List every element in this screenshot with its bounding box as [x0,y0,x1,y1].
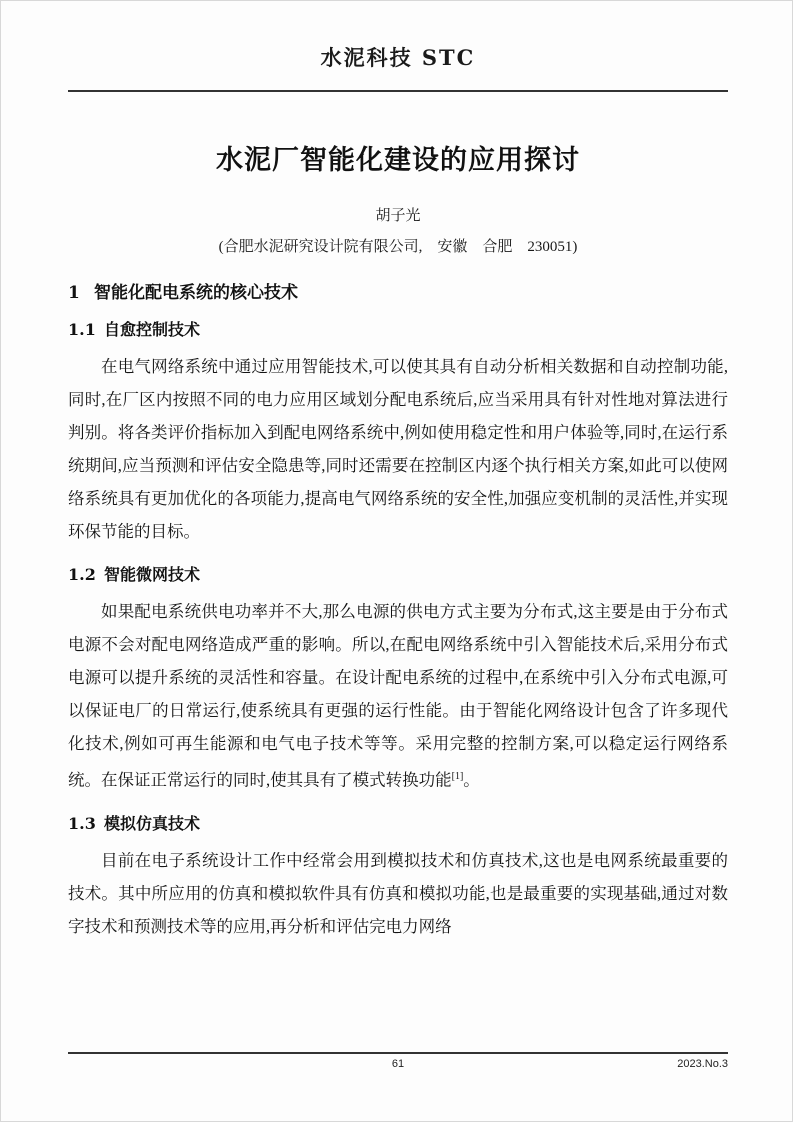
paragraph-1-2-tail: 。 [463,770,480,790]
subsection-heading-1-1 [68,317,728,340]
author-affiliation: (合肥水泥研究设计院有限公司, 安徽 合肥 230051) [218,239,578,255]
section-number-1: 1 [68,283,80,303]
subsection-heading-1-3 [68,811,728,834]
running-header [68,0,728,72]
subsection-title-1-2: 智能微网技术 [104,565,201,584]
page-title: 水泥厂智能化建设的应用探讨 [216,145,580,176]
paragraph-1-1: 在电气网络系统中通过应用智能技术,可以使其具有自动分析相关数据和自动控制功能,同时,在厂区内按照不同的电力应用区域划分配电系统后,应当采用具有针对性地对算法进行判别。将各类评价指标加入到配电网络系统中,例如使用稳定性和用户体验等,同时,在运行系统期间,应当预测和评估安全隐患等,同时还需要在控制区内逐个执行相关方案,如此可以使网络系统具有更加优化的各项能力,提高电气网络系统的安全性,加强应变机制的灵活性,并实现环保节能的目标。 [68,357,728,541]
paragraph-1-2 [68,595,728,797]
subsection-number-1-1: 1.1 [68,320,96,339]
subsection-heading-1-2 [68,562,728,585]
page-footer [68,1058,728,1070]
section-heading-1 [68,278,728,303]
paragraph-1-2-text: 如果配电系统供电功率并不大,那么电源的供电方式主要为分布式,这主要是由于分布式电源不会对配电网络造成严重的影响。所以,在配电网络系统中引入智能技术后,采用分布式电源可以提升系统的灵活性和容量。在设计配电系统的过程中,在系统中引入分布式电源,可以保证电厂的日常运行,使系统具有更强的运行性能。由于智能化网络设计包含了许多现代化技术,例如可再生能源和电气电子技术等等。采用完整的控制方案,可以稳定运行网络系统。在保证正常运行的同时,使其具有了模式转换功能 [68,602,728,790]
footer-issue: 2023.No.3 [677,1058,728,1070]
page-content [68,0,728,1122]
subsection-number-1-3: 1.3 [68,813,96,833]
subsection-number-1-2: 1.2 [68,565,96,584]
footer-divider [68,1052,728,1054]
subsection-title-1-3: 模拟仿真技术 [104,813,201,833]
paragraph-1-3: 目前在电子系统设计工作中经常会用到模拟技术和仿真技术,这也是电网系统最重要的技术。其中所应用的仿真和模拟软件具有仿真和模拟功能,也是最重要的实现基础,通过对数字技术和预测技术等的应用,再分析和评估完电力网络 [68,850,728,936]
header-divider [68,90,728,92]
footer-page-number: 61 [391,1058,405,1070]
running-header-title: 水泥科技 STC [320,45,476,70]
author-name: 胡子光 [375,208,421,224]
citation-marker: [1] [451,771,464,782]
subsection-title-1-1: 自愈控制技术 [104,320,201,339]
section-title-1: 智能化配电系统的核心技术 [94,283,298,303]
